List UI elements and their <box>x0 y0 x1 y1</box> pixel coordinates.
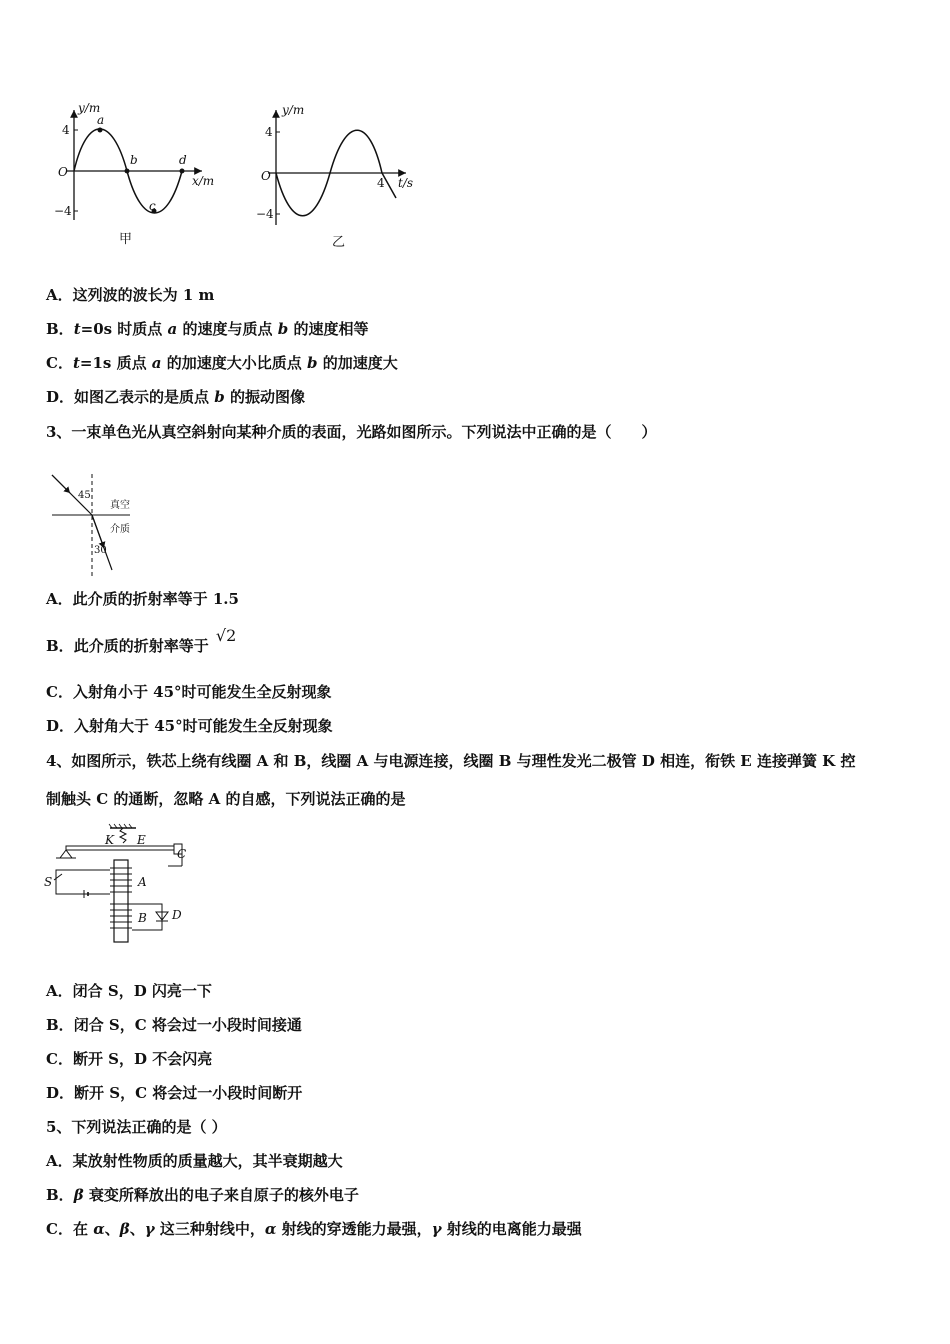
vacuum-label: 真空 <box>110 500 130 511</box>
q5-option-b: B．β 衰变所释放出的电子来自原子的核外电子 <box>46 1186 359 1204</box>
wave-graph-jia <box>52 100 227 255</box>
point-d <box>180 169 185 174</box>
spring-k <box>120 828 126 843</box>
tick-pos: 4 <box>62 123 70 137</box>
relay-circuit-diagram <box>44 822 194 947</box>
q3-stem: 3、一束单色光从真空斜射向某种介质的表面，光路如图所示。下列说法中正确的是（ ） <box>46 423 657 441</box>
tick-t: 4 <box>377 176 385 190</box>
q2-option-b: B．t=0s 时质点 a 的速度与质点 b 的速度相等 <box>46 320 369 338</box>
t-axis-label: t/s <box>398 176 414 190</box>
origin-label: O <box>261 169 271 183</box>
medium-label: 介质 <box>110 524 130 535</box>
refraction-diagram <box>48 470 148 580</box>
q4-stem-line2: 制触头 C 的通断，忽略 A 的自感，下列说法正确的是 <box>46 790 406 808</box>
iron-core <box>114 860 128 942</box>
x-axis-label: x/m <box>192 174 215 188</box>
q5-option-c: C．在 α、β、γ 这三种射线中，α 射线的穿透能力最强，γ 射线的电离能力最强 <box>46 1220 582 1238</box>
q2-option-a: A．这列波的波长为 1 m <box>46 286 215 304</box>
q2-option-c: C．t=1s 质点 a 的加速度大小比质点 b 的加速度大 <box>46 354 398 372</box>
tick-neg: −4 <box>54 204 72 218</box>
q4-stem-line1: 4、如图所示，铁芯上绕有线圈 A 和 B，线圈 A 与电源连接，线圈 B 与理性发光二极管 D 相连，衔铁 E 连接弹簧 K 控 <box>46 752 856 770</box>
caption-jia: 甲 <box>119 232 133 247</box>
y-axis-label: y/m <box>282 103 305 117</box>
angle-out-label: 30 <box>94 545 107 556</box>
q5-stem: 5、下列说法正确的是（ ） <box>46 1118 227 1136</box>
caption-yi: 乙 <box>332 235 346 250</box>
q4-option-c: C．断开 S，D 不会闪亮 <box>46 1050 213 1068</box>
tick-pos: 4 <box>265 125 273 139</box>
q4-option-d: D．断开 S，C 将会过一小段时间断开 <box>46 1084 303 1102</box>
q3-option-b: B．此介质的折射率等于 √2 <box>46 626 237 655</box>
label-a: a <box>97 113 105 127</box>
angle-in-label: 45 <box>78 490 91 501</box>
q4-option-a: A．闭合 S，D 闪亮一下 <box>46 982 212 1000</box>
q3-option-a: A．此介质的折射率等于 1.5 <box>46 590 239 608</box>
q3-option-d: D．入射角大于 45°时可能发生全反射现象 <box>46 717 333 735</box>
q4-option-b: B．闭合 S，C 将会过一小段时间接通 <box>46 1016 302 1034</box>
label-c: C <box>177 847 187 861</box>
origin-label: O <box>58 165 68 179</box>
vibration-graph-yi <box>256 100 426 255</box>
label-b: b <box>130 153 138 167</box>
label-b: B <box>138 911 147 925</box>
point-a <box>98 128 103 133</box>
sqrt-two: √2 <box>215 626 237 645</box>
label-s: S <box>44 875 53 889</box>
label-a: A <box>138 875 147 889</box>
label-e: E <box>137 833 146 847</box>
armature-e <box>66 846 174 850</box>
label-d: D <box>172 908 182 922</box>
label-c: c <box>149 199 156 213</box>
q2-option-d: D．如图乙表示的是质点 b 的振动图像 <box>46 388 305 406</box>
q5-option-a: A．某放射性物质的质量越大，其半衰期越大 <box>46 1152 343 1170</box>
label-d: d <box>179 153 187 167</box>
q3-option-c: C．入射角小于 45°时可能发生全反射现象 <box>46 683 332 701</box>
y-axis-label: y/m <box>78 101 101 115</box>
point-b <box>125 169 130 174</box>
label-k: K <box>105 833 114 847</box>
tick-neg: −4 <box>256 207 274 221</box>
